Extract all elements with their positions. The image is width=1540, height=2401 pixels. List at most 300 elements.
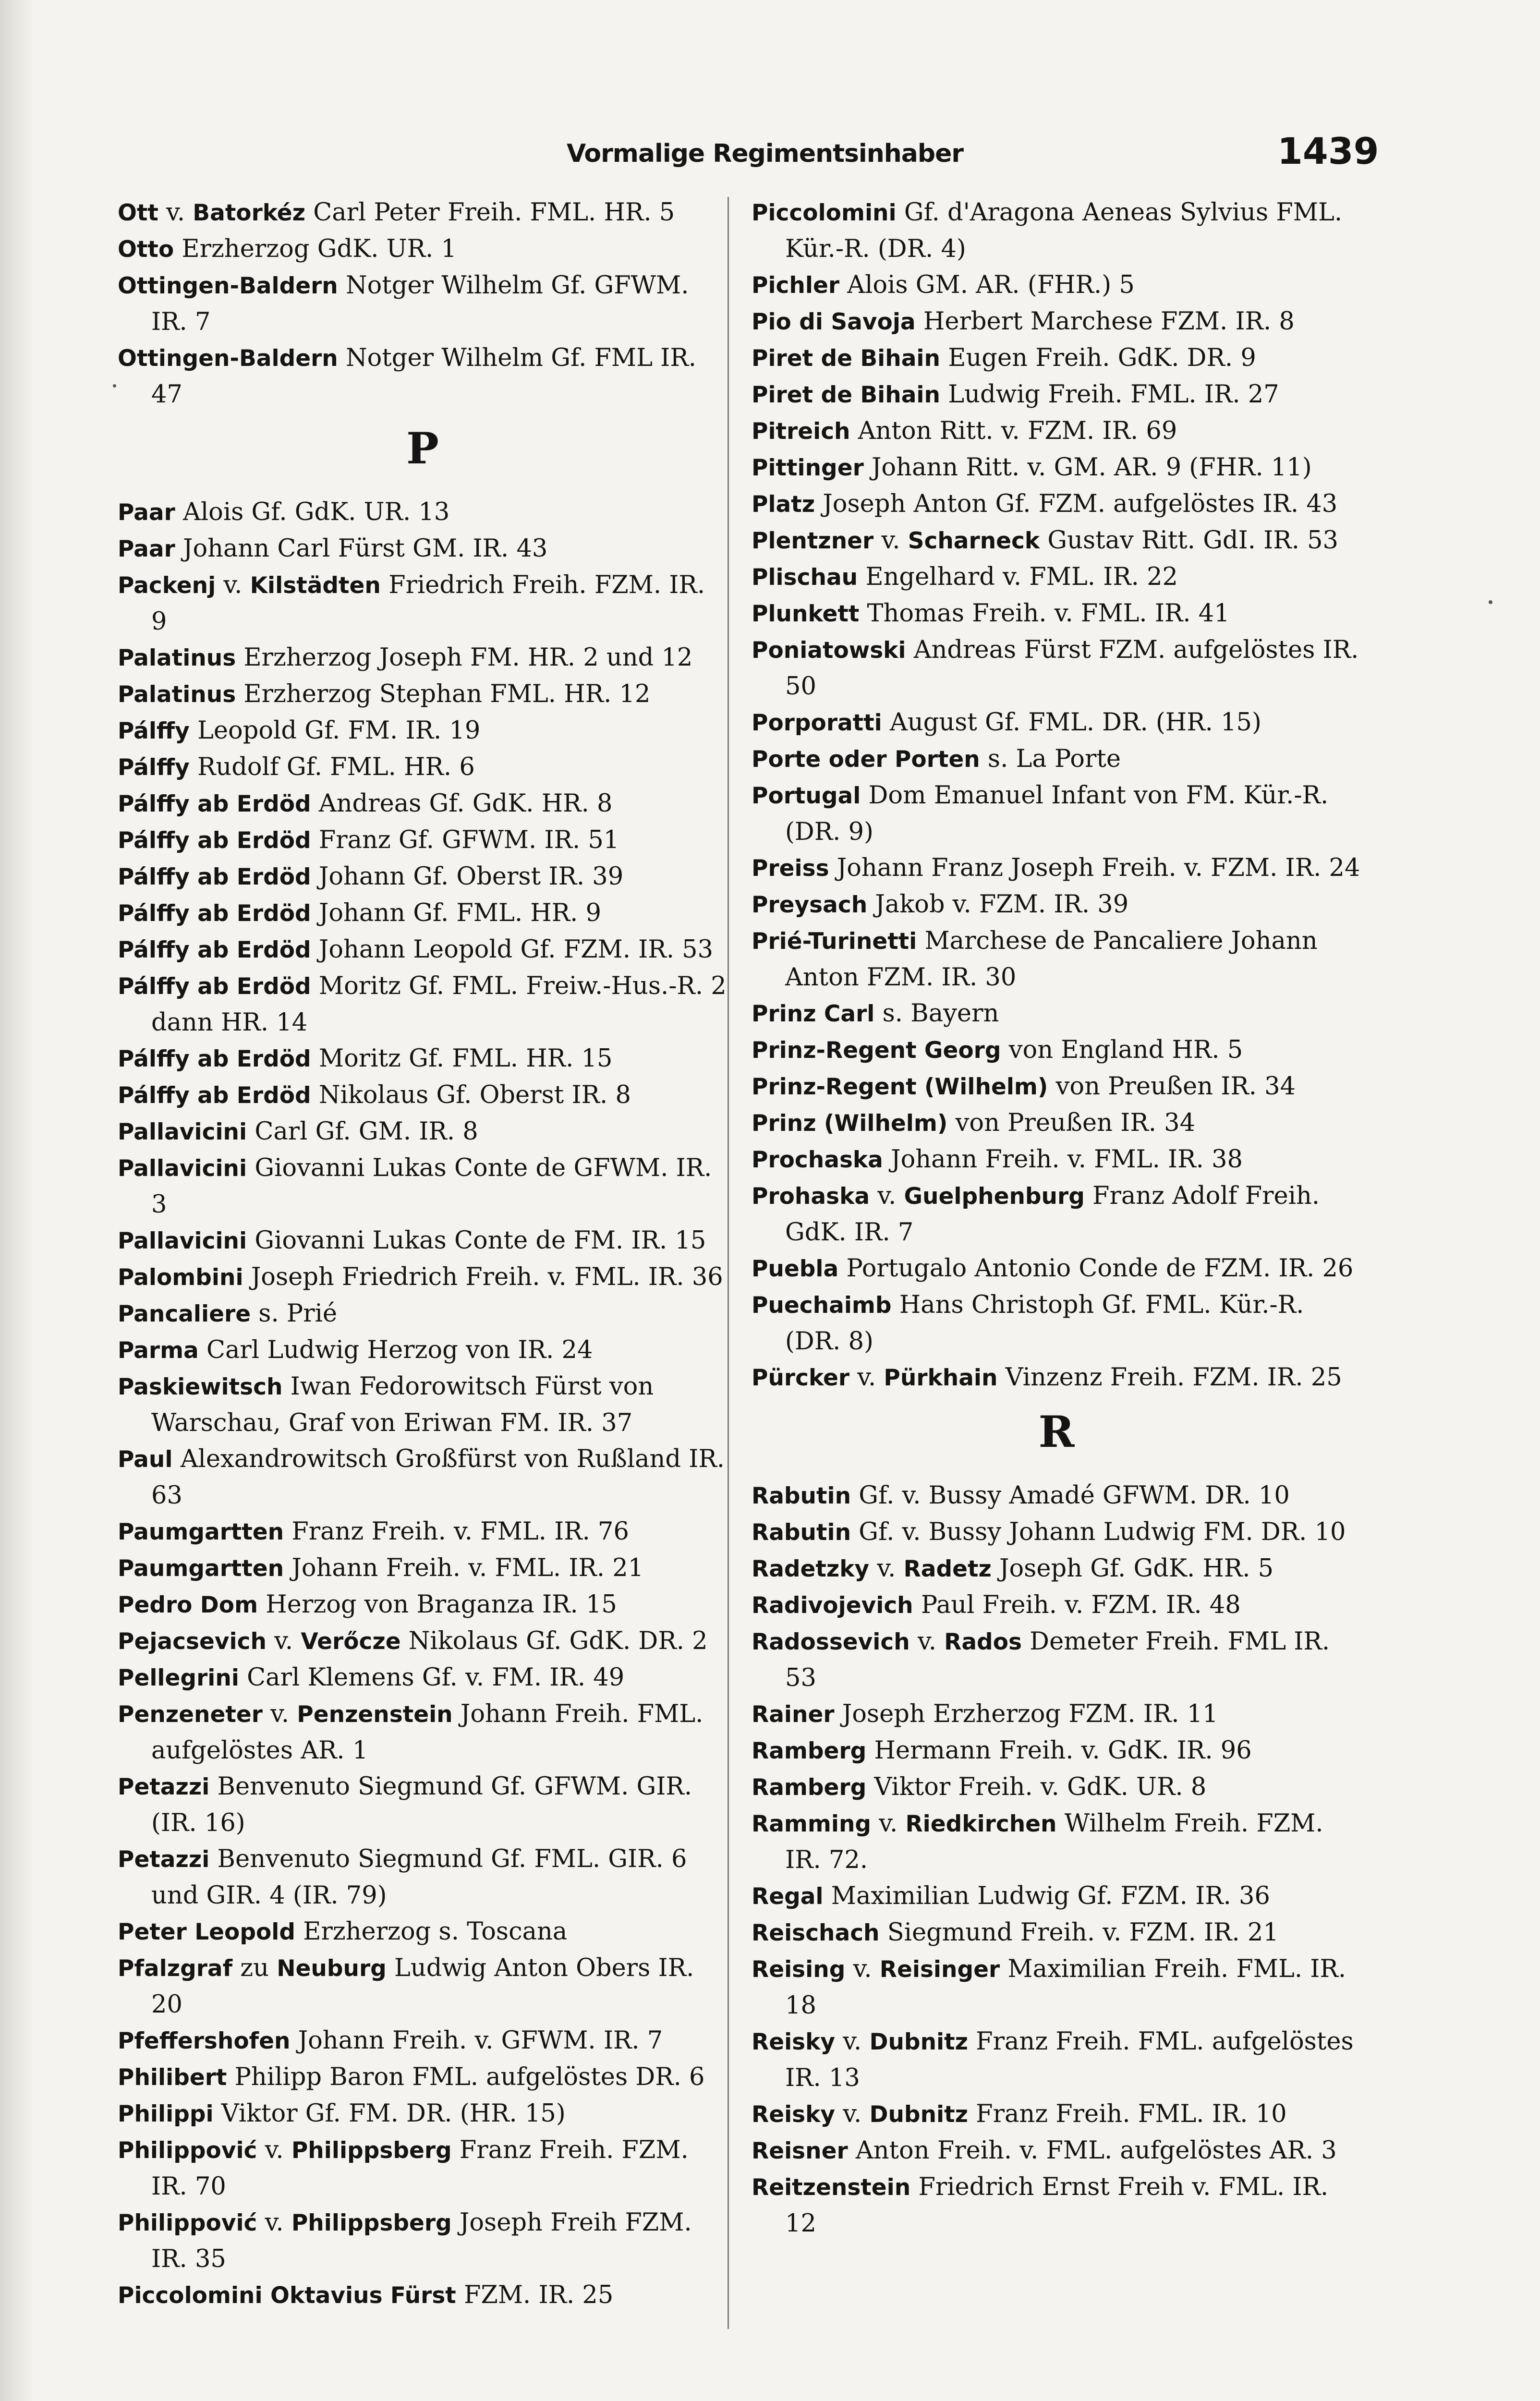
entry-text: Giovanni Lukas Conte de GFWM. IR. 3 [151, 1154, 712, 1219]
entry-text: Thomas Freih. v. FML. IR. 41 [859, 599, 1230, 628]
register-entry [118, 1259, 728, 1296]
entry-text: Anton Freih. v. FML. aufgelöstes AR. 3 [848, 2136, 1337, 2165]
entry-text: Johann Carl Fürst GM. IR. 43 [175, 534, 548, 563]
entry-headword: Pálffy [118, 718, 190, 744]
entry-text: v. [216, 571, 250, 599]
entry-text: Notger Wilhelm Gf. FML IR. 47 [151, 344, 696, 409]
entry-headword: Reisner [752, 2138, 848, 2164]
register-entry [752, 595, 1361, 632]
entry-text: Johann Freih. v. FML. IR. 21 [284, 1554, 644, 1582]
register-entry [752, 376, 1361, 413]
entry-text: FZM. IR. 25 [456, 2281, 614, 2309]
entry-headword: Radossevich [752, 1629, 910, 1655]
entry-headword: Rainer [752, 1701, 835, 1728]
column-divider [728, 197, 729, 2329]
register-entry [752, 886, 1361, 923]
entry-headword: Prinz Carl [752, 1001, 875, 1027]
entry-headword: Pálffy ab Erdöd [118, 827, 311, 854]
entry-headword: Philippović [118, 2137, 257, 2164]
entry-text: v. [870, 1182, 904, 1210]
register-entry [752, 522, 1361, 559]
register-entry [752, 1250, 1361, 1287]
register-entry [118, 2059, 728, 2096]
register-entry [752, 1806, 1361, 1878]
entry-headword: Philippsberg [291, 2137, 452, 2164]
register-entry [752, 340, 1361, 376]
register-entry [118, 194, 728, 231]
register-entry [752, 1587, 1361, 1624]
entry-text: zu [232, 1954, 277, 1982]
entry-text: Giovanni Lukas Conte de FM. IR. 15 [247, 1226, 706, 1255]
register-entry [118, 640, 728, 676]
entry-text: Carl Ludwig Herzog von IR. 24 [198, 1336, 593, 1364]
register-entry [752, 2169, 1361, 2242]
entry-text: Ludwig Freih. FML. IR. 27 [940, 380, 1279, 409]
register-entry [752, 1951, 1361, 2024]
entry-headword: Plunkett [752, 601, 860, 627]
register-entry [118, 713, 728, 749]
entry-headword: Paar [118, 499, 175, 526]
register-entry [118, 2132, 728, 2205]
register-entry [118, 1769, 728, 1841]
register-entry [752, 850, 1361, 886]
entry-text: Portugalo Antonio Conde de FZM. IR. 26 [838, 1254, 1354, 1283]
entry-headword: Neuburg [277, 1955, 387, 1982]
entry-headword: Pallavicini [118, 1228, 247, 1254]
register-entry [118, 895, 728, 932]
register-entry [752, 741, 1361, 777]
entry-text: Johann Leopold Gf. FZM. IR. 53 [311, 935, 714, 964]
entry-headword: Regal [752, 1883, 824, 1910]
entry-headword: Pancaliere [118, 1301, 251, 1327]
entry-headword: Pitreich [752, 418, 850, 445]
entry-headword: Pürcker [752, 1365, 849, 1391]
entry-headword: Plentzner [752, 528, 874, 554]
entry-headword: Pejacsevich [118, 1628, 267, 1655]
entry-text: Maximilian Ludwig Gf. FZM. IR. 36 [823, 1882, 1270, 1910]
entry-headword: Philibert [118, 2064, 227, 2091]
entry-text: Carl Klemens Gf. v. FM. IR. 49 [239, 1663, 625, 1692]
register-entry [118, 1514, 728, 1550]
entry-headword: Dubnitz [869, 2101, 968, 2128]
register-entry [118, 494, 728, 531]
register-entry [118, 267, 728, 340]
entry-text: Friedrich Ernst Freih v. FML. IR. 12 [785, 2173, 1329, 2238]
entry-text: Moritz Gf. FML. Freiw.-Hus.-R. 2 dann HR. 14 [151, 972, 727, 1037]
entry-text: von England HR. 5 [1001, 1036, 1243, 1064]
register-entry [752, 995, 1361, 1032]
entry-headword: Pálffy ab Erdöd [118, 1082, 311, 1109]
entry-text: Joseph Gf. GdK. HR. 5 [991, 1554, 1274, 1583]
register-entry [118, 1114, 728, 1150]
register-entry [118, 676, 728, 713]
entry-text: Benvenuto Siegmund Gf. FML. GIR. 6 und GIR. 4 (IR. 79) [151, 1845, 687, 1910]
entry-headword: Plischau [752, 564, 858, 591]
entry-headword: Reising [752, 1956, 846, 1983]
entry-text: Andreas Fürst FZM. aufgelöstes IR. 50 [785, 636, 1359, 701]
entry-text: v. [835, 2100, 870, 2128]
entry-headword: Piret de Bihain [752, 345, 941, 372]
entry-text: Jakob v. FZM. IR. 39 [867, 890, 1129, 919]
register-entry [752, 1478, 1361, 1514]
entry-headword: Paul [118, 1446, 173, 1473]
entry-headword: Puechaimb [752, 1292, 892, 1319]
entry-headword: Otto [118, 236, 174, 263]
register-entry [118, 2205, 728, 2277]
entry-headword: Reitzenstein [752, 2174, 911, 2201]
entry-headword: Ott [118, 200, 158, 226]
entry-headword: Palombini [118, 1264, 243, 1291]
right-column [752, 194, 1361, 2242]
register-entry [118, 567, 728, 640]
entry-headword: Ottingen-Baldern [118, 273, 338, 299]
entry-headword: Dubnitz [869, 2029, 968, 2055]
register-entry [752, 449, 1361, 486]
register-entry [752, 777, 1361, 850]
entry-headword: Pallavicini [118, 1119, 247, 1145]
entry-text: s. Prié [251, 1299, 338, 1328]
entry-headword: Batorkéz [193, 200, 305, 226]
entry-headword: Pálffy ab Erdöd [118, 973, 311, 1000]
entry-headword: Scharneck [908, 528, 1040, 554]
entry-headword: Paskiewitsch [118, 1374, 283, 1400]
entry-text: Carl Peter Freih. FML. HR. 5 [305, 198, 675, 227]
entry-text: Hermann Freih. v. GdK. IR. 96 [866, 1736, 1252, 1765]
entry-headword: Philippsberg [291, 2210, 452, 2236]
register-entry [118, 2023, 728, 2059]
entry-text: von Preußen IR. 34 [1048, 1072, 1296, 1101]
register-entry [118, 1441, 728, 1514]
entry-text: Gf. d'Aragona Aeneas Sylvius FML. Kür.-R. (DR. 4) [785, 198, 1343, 263]
entry-text: Joseph Anton Gf. FZM. aufgelöstes IR. 43 [815, 490, 1338, 518]
entry-text: Andreas Gf. GdK. HR. 8 [311, 789, 613, 818]
entry-text: Dom Emanuel Infant von FM. Kür.-R. (DR. 9) [785, 781, 1329, 846]
entry-headword: Portugal [752, 783, 861, 809]
register-entry [752, 2024, 1361, 2096]
entry-headword: Piccolomini Oktavius Fürst [118, 2282, 456, 2309]
entry-text: Joseph Friedrich Freih. v. FML. IR. 36 [243, 1263, 723, 1291]
entry-text: Erzherzog Stephan FML. HR. 12 [236, 680, 651, 708]
entry-headword: Paumgartten [118, 1555, 284, 1582]
entry-text: v. [262, 1700, 297, 1728]
entry-headword: Philippović [118, 2210, 257, 2236]
entry-text: Demeter Freih. FML IR. 53 [785, 1627, 1330, 1692]
register-entry [752, 1696, 1361, 1733]
entry-text: Paul Freih. v. FZM. IR. 48 [913, 1591, 1241, 1619]
register-entry [118, 932, 728, 968]
entry-headword: Packenj [118, 572, 216, 599]
entry-text: s. La Porte [980, 745, 1121, 773]
entry-headword: Pálffy ab Erdöd [118, 864, 311, 890]
entry-text: Viktor Gf. FM. DR. (HR. 15) [213, 2099, 566, 2128]
section-letter: P [406, 423, 439, 474]
entry-headword: Reisky [752, 2029, 836, 2055]
register-entry [752, 267, 1361, 303]
entry-text: Viktor Freih. v. GdK. UR. 8 [866, 1773, 1207, 1801]
entry-text: Wilhelm Freih. FZM. IR. 72. [785, 1809, 1323, 1874]
register-entry [752, 1032, 1361, 1068]
entry-headword: Pellegrini [118, 1665, 239, 1691]
register-entry [752, 1878, 1361, 1915]
register-entry [752, 1769, 1361, 1806]
entry-text: v. [873, 526, 908, 555]
register-entry [118, 2096, 728, 2132]
entry-text: Joseph Erzherzog FZM. IR. 11 [834, 1700, 1218, 1728]
register-entry [118, 859, 728, 895]
register-entry [752, 1915, 1361, 1951]
entry-text: s. Bayern [874, 999, 999, 1028]
entry-headword: Pálffy ab Erdöd [118, 1046, 311, 1072]
register-entry [752, 559, 1361, 595]
entry-headword: Pfalzgraf [118, 1955, 233, 1982]
register-entry [752, 194, 1361, 267]
entry-headword: Puebla [752, 1256, 839, 1282]
entry-headword: Prinz-Regent Georg [752, 1037, 1001, 1064]
entry-headword: Radetz [903, 1556, 992, 1582]
register-entry [752, 486, 1361, 522]
entry-text: Joseph Freih FZM. IR. 35 [151, 2208, 692, 2273]
register-entry [752, 1624, 1361, 1696]
entry-text: Alexandrowitsch Großfürst von Rußland IR. 63 [151, 1445, 725, 1510]
entry-text: Johann Freih. v. FML. IR. 38 [883, 1145, 1243, 1174]
entry-text: v. [871, 1809, 906, 1838]
entry-text: Maximilian Freih. FML. IR. 18 [785, 1955, 1346, 2020]
entry-text: v. [158, 198, 193, 227]
entry-text: v. [869, 1554, 904, 1583]
entry-headword: Reischach [752, 1920, 880, 1946]
entry-headword: Ramming [752, 1811, 872, 1837]
entry-text: Friedrich Freih. FZM. IR. 9 [151, 571, 705, 636]
register-entry [752, 1068, 1361, 1105]
register-entry [752, 1514, 1361, 1551]
entry-text: Nikolaus Gf. Oberst IR. 8 [311, 1081, 631, 1109]
entry-headword: Ramberg [752, 1738, 867, 1764]
register-entry [118, 231, 728, 267]
register-entry [752, 303, 1361, 340]
section-letter: R [1038, 1407, 1075, 1457]
entry-text: v. [845, 1955, 880, 1983]
entry-text: Benvenuto Siegmund Gf. GFWM. GIR. (IR. 16) [151, 1772, 692, 1837]
entry-headword: Paar [118, 536, 175, 562]
register-entry [752, 2133, 1361, 2169]
entry-headword: Ottingen-Baldern [118, 345, 338, 372]
entry-headword: Poniatowski [752, 637, 906, 664]
entry-headword: Platz [752, 491, 815, 518]
register-entry [118, 1369, 728, 1441]
entry-headword: Pallavicini [118, 1155, 247, 1182]
register-entry [118, 1623, 728, 1660]
entry-text: Philipp Baron FML. aufgelöstes DR. 6 [227, 2063, 705, 2091]
entry-text: von Preußen IR. 34 [947, 1109, 1196, 1137]
entry-headword: Porporatti [752, 710, 882, 736]
entry-headword: Preysach [752, 892, 868, 918]
register-entry [118, 1223, 728, 1259]
entry-text: Ludwig Anton Obers IR. 20 [151, 1954, 694, 2019]
entry-text: v. [257, 2136, 291, 2164]
register-entry [752, 1141, 1361, 1178]
running-header-title: Vormalige Regimentsinhaber [567, 139, 964, 168]
register-entry [118, 1914, 728, 1950]
register-entry [752, 1287, 1361, 1359]
register-entry [118, 786, 728, 822]
entry-text: Alois GM. AR. (FHR.) 5 [839, 271, 1135, 299]
entry-headword: Peter Leopold [118, 1919, 296, 1945]
entry-headword: Kilstädten [250, 572, 381, 599]
entry-headword: Pichler [752, 272, 840, 299]
entry-headword: Piret de Bihain [752, 382, 941, 408]
entry-headword: Preiss [752, 855, 829, 882]
register-entry [118, 2277, 728, 2314]
entry-text: Alois Gf. GdK. UR. 13 [175, 498, 450, 526]
entry-headword: Palatinus [118, 681, 236, 708]
entry-headword: Pedro Dom [118, 1592, 258, 1618]
register-entry [118, 1660, 728, 1696]
entry-headword: Guelphenburg [904, 1183, 1085, 1210]
entry-headword: Penzeneter [118, 1701, 263, 1728]
entry-headword: Pálffy ab Erdöd [118, 900, 311, 927]
entry-text: August Gf. FML. DR. (HR. 15) [882, 708, 1261, 737]
entry-text: Rudolf Gf. FML. HR. 6 [189, 753, 475, 781]
entry-headword: Pálffy ab Erdöd [118, 937, 311, 963]
entry-headword: Rabutin [752, 1519, 851, 1546]
entry-text: Franz Freih. FML. IR. 10 [968, 2100, 1287, 2128]
entry-text: Hans Christoph Gf. FML. Kür.-R. (DR. 8) [785, 1291, 1304, 1356]
register-entry [118, 749, 728, 786]
register-entry [752, 413, 1361, 449]
entry-headword: Prohaska [752, 1183, 870, 1210]
entry-text: Vinzenz Freih. FZM. IR. 25 [997, 1363, 1342, 1392]
entry-headword: Pittinger [752, 455, 864, 481]
entry-headword: Rados [944, 1629, 1022, 1655]
entry-text: Carl Gf. GM. IR. 8 [247, 1117, 478, 1146]
entry-headword: Pálffy [118, 754, 190, 781]
entry-headword: Petazzi [118, 1774, 210, 1800]
entry-text: Eugen Freih. GdK. DR. 9 [940, 344, 1256, 372]
entry-text: Marchese de Pancaliere Johann Anton FZM. IR. 30 [785, 927, 1318, 992]
register-entry [118, 1696, 728, 1769]
entry-text: Siegmund Freih. v. FZM. IR. 21 [879, 1918, 1279, 1947]
entry-headword: Ramberg [752, 1774, 867, 1801]
entry-text: Johann Gf. FML. HR. 9 [311, 899, 602, 927]
left-column [118, 194, 728, 2314]
entry-headword: Riedkirchen [905, 1811, 1057, 1837]
register-entry [118, 1841, 728, 1914]
entry-text: Erzherzog GdK. UR. 1 [174, 235, 457, 263]
entry-headword: Rabutin [752, 1483, 851, 1509]
entry-headword: Pio di Savoja [752, 309, 916, 335]
entry-text: v. [849, 1363, 884, 1392]
entry-headword: Paumgartten [118, 1519, 284, 1545]
entry-text: Gf. v. Bussy Amadé GFWM. DR. 10 [851, 1481, 1290, 1510]
register-entry [118, 1150, 728, 1223]
register-entry [118, 1587, 728, 1623]
register-entry [118, 1550, 728, 1587]
entry-headword: Petazzi [118, 1846, 210, 1873]
register-entry [118, 822, 728, 859]
register-entry [118, 1296, 728, 1332]
register-entry [752, 1178, 1361, 1250]
entry-headword: Prié-Turinetti [752, 928, 917, 955]
register-entry [118, 968, 728, 1041]
entry-text: Johann Gf. Oberst IR. 39 [311, 862, 624, 891]
entry-headword: Pürkhain [884, 1365, 998, 1391]
entry-headword: Prinz-Regent (Wilhelm) [752, 1074, 1048, 1100]
scan-edge-left [0, 0, 34, 2401]
entry-headword: Palatinus [118, 645, 236, 671]
entry-text: Franz Freih. v. FML. IR. 76 [284, 1517, 629, 1546]
register-entry [752, 1551, 1361, 1587]
entry-text: v. [909, 1627, 945, 1656]
entry-text: Nikolaus Gf. GdK. DR. 2 [400, 1627, 708, 1655]
entry-text: Franz Adolf Freih. GdK. IR. 7 [785, 1182, 1320, 1247]
entry-text: Moritz Gf. FML. HR. 15 [311, 1044, 613, 1073]
register-entry [752, 2096, 1361, 2133]
entry-text: Johann Freih. FML. aufgelöstes AR. 1 [151, 1700, 703, 1765]
entry-text: Gf. v. Bussy Johann Ludwig FM. DR. 10 [851, 1518, 1346, 1546]
entry-text: Franz Freih. FZM. IR. 70 [151, 2136, 689, 2201]
entry-headword: Philippi [118, 2101, 214, 2127]
entry-text: Herzog von Braganza IR. 15 [258, 1590, 617, 1619]
scan-speck [1489, 600, 1492, 604]
entry-text: Erzherzog s. Toscana [295, 1917, 568, 1946]
entry-text: v. [266, 1627, 301, 1655]
entry-headword: Radivojevich [752, 1592, 913, 1619]
register-entry [752, 1359, 1361, 1396]
entry-headword: Prochaska [752, 1147, 883, 1173]
register-entry [118, 1041, 728, 1077]
register-entry [118, 531, 728, 567]
register-entry [752, 1733, 1361, 1769]
entry-text: v. [835, 2027, 870, 2056]
entry-text: Iwan Fedorowitsch Fürst von Warschau, Graf von Eriwan FM. IR. 37 [151, 1372, 654, 1437]
entry-text: Johann Franz Joseph Freih. v. FZM. IR. 24 [829, 854, 1360, 882]
entry-headword: Piccolomini [752, 200, 897, 226]
entry-headword: Prinz (Wilhelm) [752, 1110, 948, 1137]
entry-headword: Pfeffershofen [118, 2028, 291, 2054]
entry-text: Herbert Marchese FZM. IR. 8 [915, 307, 1295, 336]
entry-headword: Reisinger [879, 1956, 1000, 1983]
entry-text: Notger Wilhelm Gf. GFWM. IR. 7 [151, 271, 689, 336]
register-entry [118, 1332, 728, 1369]
entry-text: Franz Gf. GFWM. IR. 51 [311, 826, 619, 854]
entry-text: Franz Freih. FML. aufgelöstes IR. 13 [785, 2027, 1354, 2092]
register-entry [752, 923, 1361, 995]
entry-text: Anton Ritt. v. FZM. IR. 69 [850, 417, 1177, 445]
entry-text: Leopold Gf. FM. IR. 19 [189, 716, 481, 745]
entry-headword: Penzenstein [297, 1701, 453, 1728]
entry-headword: Pálffy ab Erdöd [118, 791, 311, 817]
entry-text: Johann Ritt. v. GM. AR. 9 (FHR. 11) [863, 453, 1312, 482]
entry-headword: Radetzky [752, 1556, 870, 1582]
register-entry [752, 632, 1361, 704]
entry-text: Erzherzog Joseph FM. HR. 2 und 12 [236, 643, 693, 672]
scan-speck [113, 384, 116, 388]
entry-text: Gustav Ritt. GdI. IR. 53 [1040, 526, 1339, 555]
entry-headword: Parma [118, 1337, 199, 1364]
entry-text: Johann Freih. v. GFWM. IR. 7 [290, 2026, 663, 2055]
entry-text: Engelhard v. FML. IR. 22 [858, 563, 1178, 591]
register-entry [752, 704, 1361, 741]
register-entry [118, 1077, 728, 1114]
register-entry [118, 1950, 728, 2023]
register-entry [118, 340, 728, 412]
entry-headword: Porte oder Porten [752, 746, 980, 773]
entry-headword: Reisky [752, 2101, 836, 2128]
entry-text: v. [257, 2208, 291, 2237]
entry-headword: Verőcze [301, 1628, 401, 1655]
page-number: 1439 [1277, 130, 1379, 172]
register-entry [752, 1105, 1361, 1141]
